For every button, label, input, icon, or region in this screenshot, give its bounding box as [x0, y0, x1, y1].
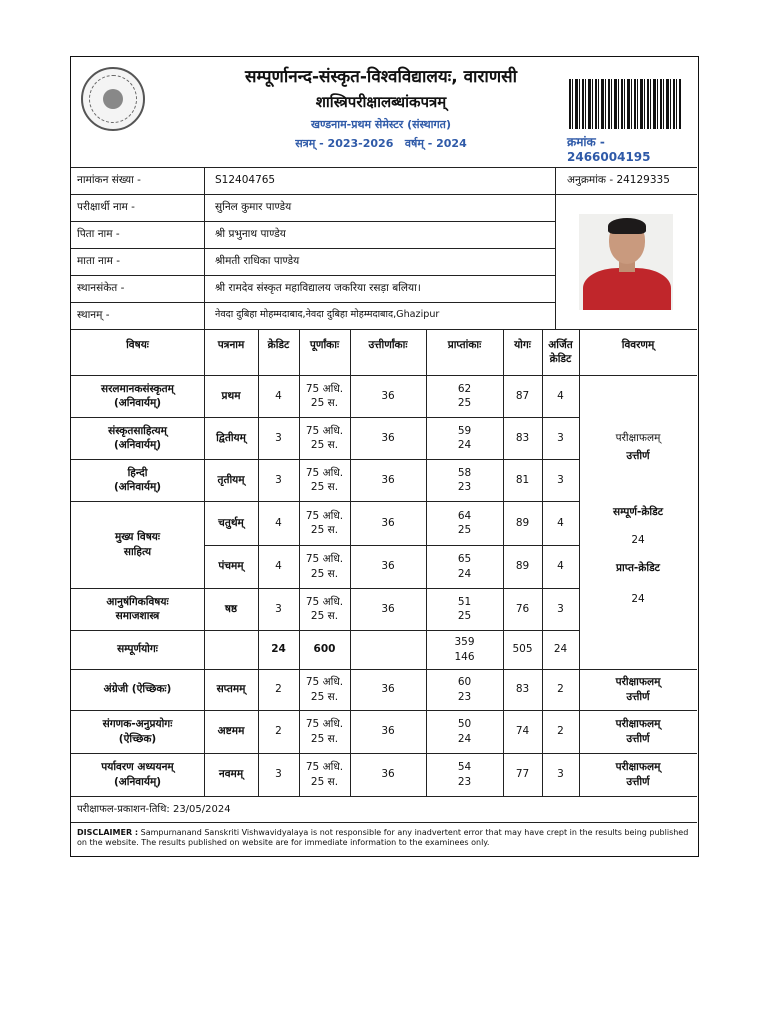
- row-pass: 36: [381, 516, 395, 529]
- row-credit: 4: [275, 516, 282, 529]
- row-earned: 3: [557, 431, 564, 444]
- row-obtained-line1: 59: [457, 424, 472, 437]
- row-paper: चतुर्थम्: [218, 516, 244, 529]
- optional-obtained-line1: 50: [457, 718, 472, 731]
- optional-total: 77: [515, 768, 530, 781]
- row-total: 76: [515, 602, 530, 615]
- row-subject: सरलमानकसंस्कृतम् (अनिवार्यम्): [101, 382, 174, 409]
- disclaimer-text: Sampurnanand Sanskriti Vishwavidyalaya is not responsible for any inadvertent error that may have crept in the results being published on the website. The results published on website are for immediate information to the examinees only.: [77, 828, 689, 848]
- row-obtained-line2: 25: [457, 524, 472, 536]
- row-full: [299, 501, 350, 545]
- summary-earned: 24: [553, 643, 568, 656]
- row-paper: तृतीयम्: [217, 473, 245, 486]
- summary-label: सम्पूर्णयोगः: [117, 643, 158, 656]
- row-obtained: [426, 588, 503, 630]
- optional-remark-line2: उत्तीर्ण: [626, 690, 650, 703]
- row-earned: 4: [557, 516, 564, 529]
- center-label: स्थानसंकेत -: [77, 282, 125, 295]
- optional-full: [299, 669, 350, 710]
- row-total: 87: [515, 389, 530, 402]
- row-obtained-line2: 24: [457, 567, 472, 580]
- optional-full: [299, 710, 350, 753]
- row-credit: 3: [275, 473, 282, 486]
- optional-remark: [579, 710, 697, 753]
- optional-credit: 2: [275, 683, 282, 696]
- row-full-line2: 25 स.: [310, 397, 339, 409]
- row-full: [299, 459, 350, 501]
- university-seal-icon: [81, 67, 145, 131]
- optional-pass: 36: [381, 683, 395, 696]
- row-paper: प्रथम: [221, 389, 241, 402]
- row-subject: हिन्दी (अनिवार्यम्): [113, 466, 162, 493]
- row-paper: द्वितीयम्: [216, 431, 246, 444]
- summary-obtained: [426, 630, 503, 669]
- optional-obtained-line2: 23: [457, 775, 472, 788]
- earned-credit-value: 24: [631, 592, 645, 605]
- disclaimer-label: DISCLAIMER :: [77, 828, 139, 837]
- optional-subject: अंग्रेजी (ऐच्छिकः): [103, 683, 172, 696]
- summary-obtained-line2: 146: [454, 650, 475, 663]
- summary-credit: 24: [271, 643, 286, 656]
- optional-full-line1: 75 अधि.: [305, 761, 344, 774]
- optional-obtained-line2: 23: [457, 690, 472, 703]
- summary-full: 600: [313, 643, 336, 656]
- row-full-line2: 25 स.: [310, 567, 339, 580]
- optional-full-line2: 25 स.: [310, 690, 339, 703]
- row-full-line2: 25 स.: [310, 610, 339, 622]
- row-obtained: [426, 545, 503, 588]
- row-obtained-line1: 51: [457, 595, 472, 608]
- row-full-line1: 75 अधि.: [305, 509, 344, 522]
- optional-earned: 2: [557, 725, 564, 738]
- row-credit: 4: [275, 389, 282, 402]
- barcode-icon: [569, 79, 681, 129]
- row-total: 81: [515, 473, 530, 486]
- serial-number: क्रमांक - 2466004195: [567, 135, 651, 164]
- optional-credit: 3: [275, 768, 282, 781]
- header-remarks: विवरणम्: [621, 338, 655, 351]
- header-pass: उत्तीर्णांकाः: [368, 338, 408, 351]
- optional-total: 74: [515, 725, 530, 738]
- row-full-line1: 75 अधि.: [305, 382, 344, 395]
- earned-credit-label: प्राप्त-क्रेडिट: [616, 561, 660, 574]
- row-subject: संस्कृतसाहित्यम् (अनिवार्यम्): [108, 424, 167, 451]
- row-obtained-line1: 65: [457, 553, 472, 566]
- optional-remark-line1: परीक्षाफलम्: [615, 676, 661, 689]
- optional-total: 83: [515, 683, 530, 696]
- marksheet: [70, 56, 699, 857]
- row-earned: 3: [557, 473, 564, 486]
- row-pass: 36: [381, 389, 395, 402]
- optional-obtained: [426, 710, 503, 753]
- row-credit: 4: [275, 560, 282, 573]
- row-full-line1: 75 अधि.: [305, 595, 344, 608]
- optional-paper: नवमम्: [218, 768, 244, 781]
- optional-pass: 36: [381, 768, 395, 781]
- row-earned: 4: [557, 560, 564, 573]
- optional-remark-line1: परीक्षाफलम्: [615, 718, 661, 731]
- optional-subject: पर्यावरण अध्ययनम् (अनिवार्यम्): [101, 761, 174, 788]
- row-obtained-line1: 58: [457, 466, 472, 479]
- row-full: [299, 417, 350, 459]
- summary-total: 505: [512, 643, 533, 656]
- header-paper: पत्रनाम: [217, 338, 245, 351]
- header-total: योगः: [514, 338, 531, 351]
- row-obtained-line2: 25: [457, 610, 472, 622]
- place-label: स्थानम् -: [77, 309, 110, 322]
- row-earned: 3: [557, 602, 564, 615]
- row-obtained: [426, 501, 503, 545]
- result-label: परीक्षाफलम्: [615, 431, 661, 444]
- row-obtained: [426, 417, 503, 459]
- enrollment-label: नामांकन संख्या -: [77, 174, 141, 187]
- student-photo: [579, 214, 673, 310]
- optional-full-line1: 75 अधि.: [305, 676, 344, 689]
- row-paper: षष्ठ: [224, 602, 238, 615]
- row-obtained-line2: 25: [457, 397, 472, 409]
- row-subject: आनुषंगिकविषयः समाजशास्त्र: [106, 595, 169, 622]
- optional-remark-line2: उत्तीर्ण: [626, 732, 650, 745]
- row-full-line2: 25 स.: [310, 481, 339, 493]
- row-total: 83: [515, 431, 530, 444]
- row-paper: पंचमम्: [218, 560, 244, 573]
- optional-obtained: [426, 669, 503, 710]
- row-obtained: [426, 375, 503, 417]
- optional-paper: अष्टमम: [217, 725, 245, 738]
- row-full-line1: 75 अधि.: [305, 466, 344, 479]
- optional-paper: सप्तमम्: [216, 683, 246, 696]
- row-obtained: [426, 459, 503, 501]
- optional-remark-line2: उत्तीर्ण: [626, 775, 650, 788]
- optional-full-line2: 25 स.: [310, 775, 339, 788]
- row-pass: 36: [381, 602, 395, 615]
- result-value: उत्तीर्ण: [626, 449, 650, 462]
- optional-credit: 2: [275, 725, 282, 738]
- optional-subject: संगणक-अनुप्रयोगः (ऐच्छिक): [102, 718, 173, 745]
- optional-remark: [579, 753, 697, 796]
- optional-full-line1: 75 अधि.: [305, 718, 344, 731]
- row-full-line2: 25 स.: [310, 439, 339, 451]
- mother-value: श्रीमती राधिका पाण्डेय: [215, 255, 300, 268]
- row-pass: 36: [381, 560, 395, 573]
- row-full: [299, 545, 350, 588]
- session-label: सत्रम् - 2023-2026 वर्षम् - 2024: [295, 137, 467, 150]
- optional-full-line2: 25 स.: [310, 732, 339, 745]
- row-obtained-line2: 24: [457, 439, 472, 451]
- optional-remark: [579, 669, 697, 710]
- row-full-line2: 25 स.: [310, 524, 339, 536]
- disclaimer: [77, 828, 692, 849]
- header-obtained: प्राप्तांकाः: [447, 338, 482, 351]
- optional-obtained-line2: 24: [457, 732, 472, 745]
- optional-remark-line1: परीक्षाफलम्: [615, 761, 661, 774]
- row-full: [299, 588, 350, 630]
- semester-label: खण्डनाम-प्रथम सेमेस्टर (संस्थागत): [311, 118, 451, 131]
- row-credit: 3: [275, 602, 282, 615]
- row-earned: 4: [557, 389, 564, 402]
- enrollment-value: S12404765: [215, 174, 276, 187]
- total-credit-value: 24: [631, 533, 645, 546]
- summary-obtained-line1: 359: [454, 636, 475, 649]
- optional-obtained-line1: 60: [457, 676, 472, 689]
- total-credit-label: सम्पूर्ण-क्रेडिट: [612, 505, 664, 518]
- name-label: परीक्षार्थी नाम -: [77, 201, 135, 214]
- roll-number: अनुक्रमांक - 24129335: [567, 174, 670, 187]
- place-value: नेवदा दुबिहा मोहम्मदाबाद,नेवदा दुबिहा मोहम्मदाबाद,Ghazipur: [215, 309, 440, 321]
- optional-full: [299, 753, 350, 796]
- row-credit: 3: [275, 431, 282, 444]
- optional-earned: 3: [557, 768, 564, 781]
- row-obtained-line2: 23: [457, 481, 472, 493]
- center-value: श्री रामदेव संस्कृत महाविद्यालय जकरिया रसड़ा बलिया।: [215, 282, 421, 295]
- publication-date: परीक्षाफल-प्रकाशन-तिथि: 23/05/2024: [77, 804, 231, 815]
- row-obtained-line1: 64: [457, 509, 472, 522]
- optional-earned: 2: [557, 683, 564, 696]
- row-full-line1: 75 अधि.: [305, 553, 344, 566]
- row-total: 89: [515, 560, 530, 573]
- row-obtained-line1: 62: [457, 382, 472, 395]
- header-earned: अर्जित क्रेडिट: [548, 338, 573, 365]
- optional-pass: 36: [381, 725, 395, 738]
- header-full: पूर्णांकाः: [309, 338, 340, 351]
- name-value: सुनिल कुमार पाण्डेय: [215, 201, 292, 214]
- row-total: 89: [515, 516, 530, 529]
- optional-obtained-line1: 54: [457, 761, 472, 774]
- university-name: सम्पूर्णानन्द-संस्कृत-विश्वविद्यालयः, वाराणसी: [244, 67, 518, 87]
- row-pass: 36: [381, 473, 395, 486]
- row-full: [299, 375, 350, 417]
- mother-label: माता नाम -: [77, 255, 120, 268]
- row-pass: 36: [381, 431, 395, 444]
- father-value: श्री प्रभुनाथ पाण्डेय: [215, 228, 286, 241]
- optional-obtained: [426, 753, 503, 796]
- header-credit: क्रेडिट: [267, 338, 290, 351]
- row-full-line1: 75 अधि.: [305, 424, 344, 437]
- document-title: शास्त्रिपरीक्षालब्धांकपत्रम्: [315, 93, 447, 111]
- header-subject: विषयः: [126, 338, 149, 351]
- row-subject: मुख्य विषयः साहित्य: [114, 531, 160, 558]
- father-label: पिता नाम -: [77, 228, 120, 241]
